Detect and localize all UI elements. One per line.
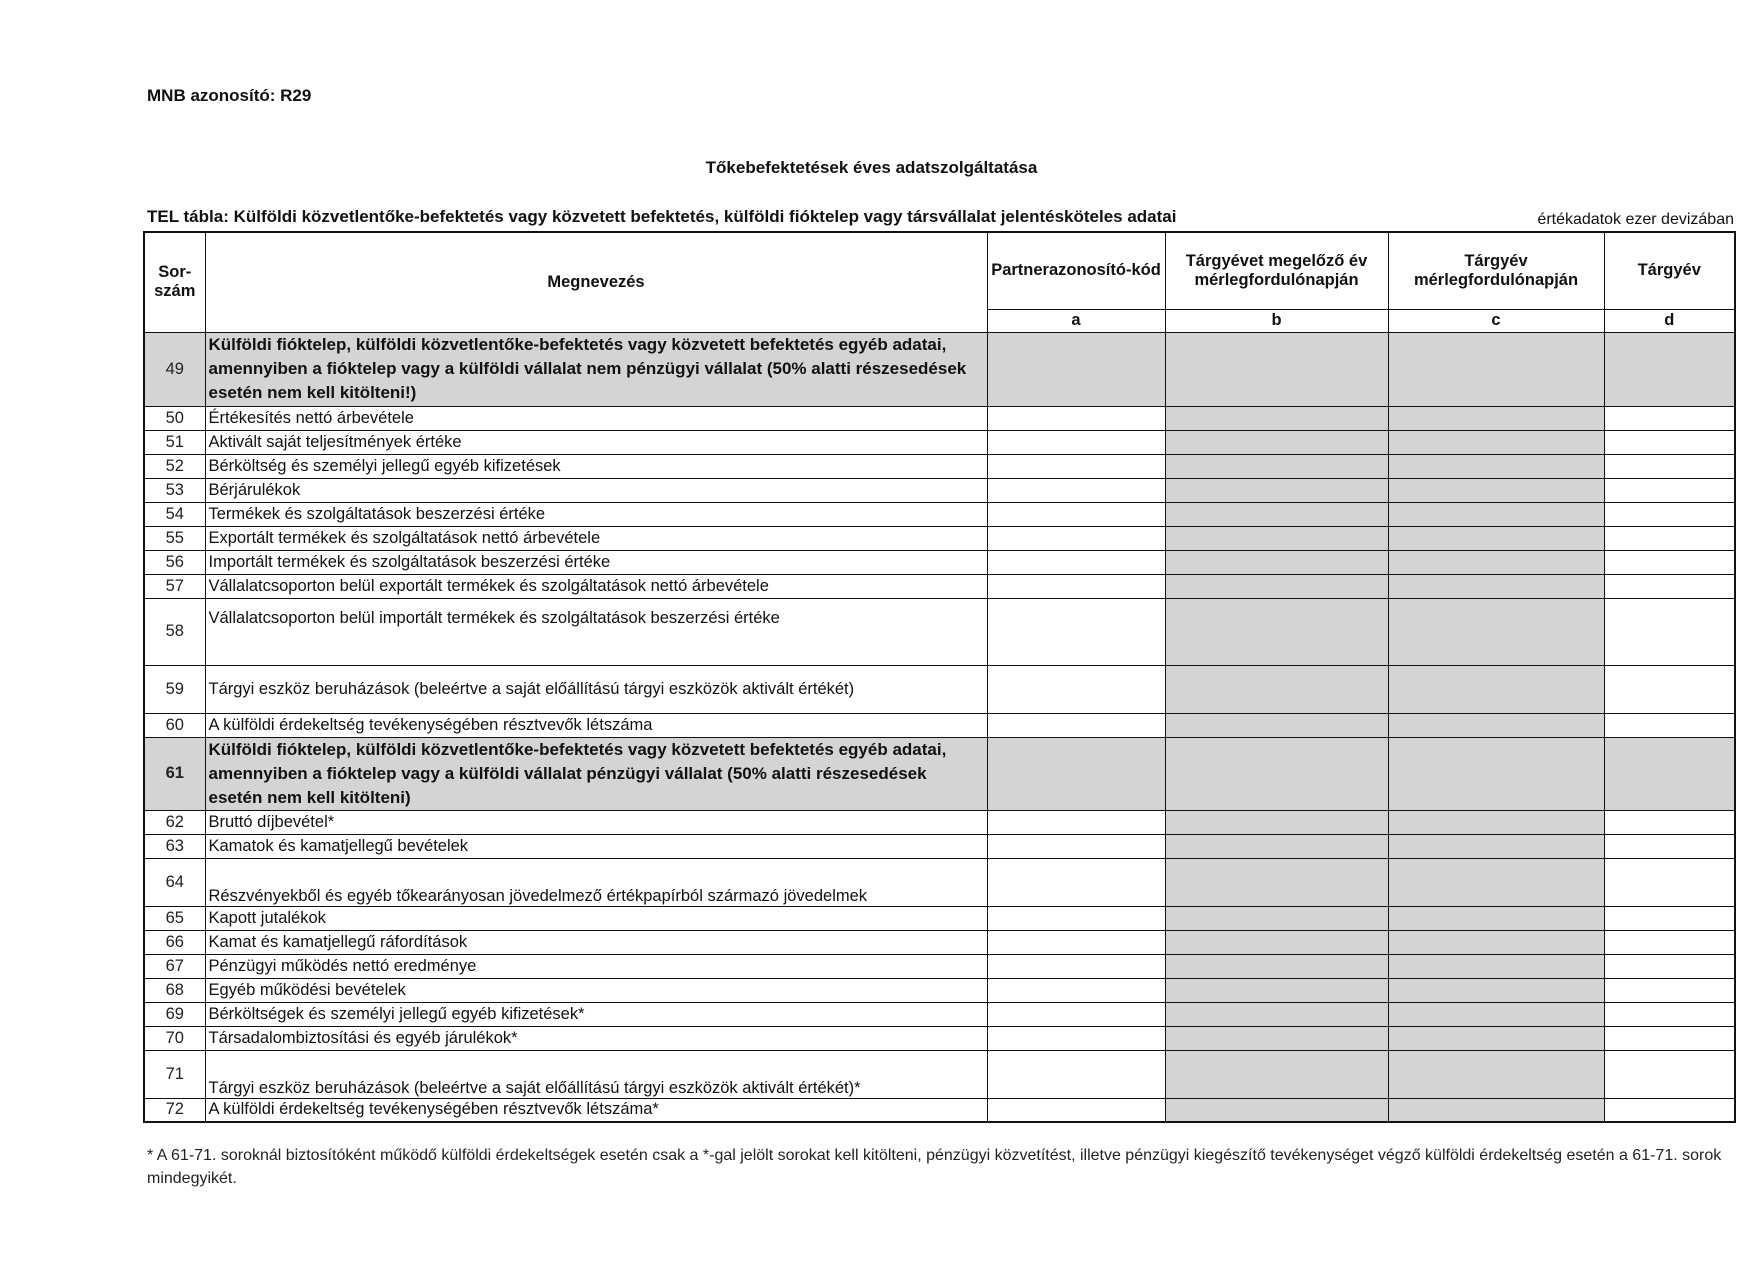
- cell-b[interactable]: [1165, 954, 1388, 978]
- table-row: [144, 406, 1735, 430]
- table-row: [144, 574, 1735, 598]
- row-number: 72: [144, 1098, 205, 1122]
- cell-a[interactable]: [987, 1026, 1165, 1050]
- header-sorszam: Sor-szám: [144, 232, 205, 332]
- cell-d[interactable]: [1604, 332, 1735, 406]
- cell-a[interactable]: [987, 665, 1165, 713]
- cell-a[interactable]: [987, 526, 1165, 550]
- column-letter-c: c: [1388, 309, 1604, 332]
- row-label: Vállalatcsoporton belül exportált termékek és szolgáltatások nettó árbevétele: [205, 574, 987, 598]
- row-number: 63: [144, 834, 205, 858]
- row-number: 69: [144, 1002, 205, 1026]
- row-number: 60: [144, 713, 205, 737]
- cell-c[interactable]: [1388, 550, 1604, 574]
- table-row: [144, 502, 1735, 526]
- cell-c[interactable]: [1388, 1002, 1604, 1026]
- cell-d[interactable]: [1604, 550, 1735, 574]
- table-body: [144, 332, 1735, 1122]
- cell-d[interactable]: [1604, 737, 1735, 810]
- cell-d[interactable]: [1604, 1026, 1735, 1050]
- row-number: 51: [144, 430, 205, 454]
- cell-b[interactable]: [1165, 502, 1388, 526]
- row-label: Részvényekből és egyéb tőkearányosan jövedelmező értékpapírból származó jövedelmek: [205, 858, 987, 906]
- header-partner-code: Partnerazonosító-kód: [987, 232, 1165, 309]
- row-label: Importált termékek és szolgáltatások beszerzési értéke: [205, 550, 987, 574]
- row-number: 65: [144, 906, 205, 930]
- row-label: Bruttó díjbevétel*: [205, 810, 987, 834]
- cell-b[interactable]: [1165, 430, 1388, 454]
- cell-a[interactable]: [987, 502, 1165, 526]
- cell-a[interactable]: [987, 978, 1165, 1002]
- row-number: 50: [144, 406, 205, 430]
- cell-c[interactable]: [1388, 454, 1604, 478]
- table-row: [144, 526, 1735, 550]
- cell-c[interactable]: [1388, 478, 1604, 502]
- cell-a[interactable]: [987, 858, 1165, 906]
- cell-c[interactable]: [1388, 858, 1604, 906]
- cell-d[interactable]: [1604, 478, 1735, 502]
- cell-d[interactable]: [1604, 713, 1735, 737]
- table-row: [144, 478, 1735, 502]
- row-number: 68: [144, 978, 205, 1002]
- row-label: Értékesítés nettó árbevétele: [205, 406, 987, 430]
- cell-d[interactable]: [1604, 454, 1735, 478]
- table-row: [144, 332, 1735, 406]
- row-label: Egyéb működési bevételek: [205, 978, 987, 1002]
- cell-d[interactable]: [1604, 430, 1735, 454]
- cell-c[interactable]: [1388, 930, 1604, 954]
- cell-a[interactable]: [987, 574, 1165, 598]
- cell-c[interactable]: [1388, 1098, 1604, 1122]
- cell-c[interactable]: [1388, 430, 1604, 454]
- table-title: TEL tábla: Külföldi közvetlentőke-befektetés vagy közvetett befektetés, külföldi fióktelep vagy társvállalat jelentésköteles adatai: [147, 207, 1177, 226]
- row-label: A külföldi érdekeltség tevékenységében résztvevők létszáma*: [205, 1098, 987, 1122]
- row-label: Pénzügyi működés nettó eredménye: [205, 954, 987, 978]
- cell-a[interactable]: [987, 713, 1165, 737]
- row-label: Vállalatcsoporton belül importált termékek és szolgáltatások beszerzési értéke: [205, 598, 987, 665]
- cell-b[interactable]: [1165, 737, 1388, 810]
- cell-a[interactable]: [987, 1050, 1165, 1098]
- row-number: 57: [144, 574, 205, 598]
- table-row: [144, 713, 1735, 737]
- cell-a[interactable]: [987, 430, 1165, 454]
- cell-c[interactable]: [1388, 598, 1604, 665]
- row-number: 70: [144, 1026, 205, 1050]
- row-number: 54: [144, 502, 205, 526]
- cell-b[interactable]: [1165, 550, 1388, 574]
- table-row: [144, 906, 1735, 930]
- cell-d[interactable]: [1604, 574, 1735, 598]
- cell-c[interactable]: [1388, 526, 1604, 550]
- cell-c[interactable]: [1388, 502, 1604, 526]
- row-number: 55: [144, 526, 205, 550]
- cell-d[interactable]: [1604, 834, 1735, 858]
- table-row: [144, 1026, 1735, 1050]
- table-row: [144, 665, 1735, 713]
- table-row: [144, 810, 1735, 834]
- cell-b[interactable]: [1165, 834, 1388, 858]
- cell-a[interactable]: [987, 332, 1165, 406]
- row-number: 53: [144, 478, 205, 502]
- cell-b[interactable]: [1165, 574, 1388, 598]
- table-row: [144, 1050, 1735, 1098]
- header-current-year: Tárgyév: [1604, 232, 1735, 309]
- row-number: 58: [144, 598, 205, 665]
- cell-c[interactable]: [1388, 810, 1604, 834]
- cell-a[interactable]: [987, 1098, 1165, 1122]
- table-row: [144, 598, 1735, 665]
- cell-a[interactable]: [987, 954, 1165, 978]
- row-number: 56: [144, 550, 205, 574]
- column-letter-d: d: [1604, 309, 1735, 332]
- cell-d[interactable]: [1604, 665, 1735, 713]
- table-row: [144, 1002, 1735, 1026]
- cell-c[interactable]: [1388, 665, 1604, 713]
- cell-a[interactable]: [987, 930, 1165, 954]
- cell-c[interactable]: [1388, 1050, 1604, 1098]
- row-number: 64: [144, 858, 205, 906]
- row-number: 49: [144, 332, 205, 406]
- row-number: 66: [144, 930, 205, 954]
- cell-b[interactable]: [1165, 858, 1388, 906]
- row-label: Bérköltségek és személyi jellegű egyéb kifizetések*: [205, 1002, 987, 1026]
- row-label: Aktivált saját teljesítmények értéke: [205, 430, 987, 454]
- cell-a[interactable]: [987, 1002, 1165, 1026]
- cell-c[interactable]: [1388, 978, 1604, 1002]
- row-number: 61: [144, 737, 205, 810]
- row-label: Bérjárulékok: [205, 478, 987, 502]
- cell-c[interactable]: [1388, 713, 1604, 737]
- cell-b[interactable]: [1165, 406, 1388, 430]
- table-row: [144, 978, 1735, 1002]
- column-letter-b: b: [1165, 309, 1388, 332]
- cell-a[interactable]: [987, 834, 1165, 858]
- row-number: 71: [144, 1050, 205, 1098]
- row-number: 67: [144, 954, 205, 978]
- header-prev-year: Tárgyévet megelőző év mérlegfordulónapján: [1165, 232, 1388, 309]
- cell-b[interactable]: [1165, 978, 1388, 1002]
- row-label: Termékek és szolgáltatások beszerzési értéke: [205, 502, 987, 526]
- cell-c[interactable]: [1388, 906, 1604, 930]
- cell-b[interactable]: [1165, 454, 1388, 478]
- cell-b[interactable]: [1165, 906, 1388, 930]
- cell-a[interactable]: [987, 550, 1165, 574]
- cell-d[interactable]: [1604, 406, 1735, 430]
- cell-b[interactable]: [1165, 478, 1388, 502]
- cell-d[interactable]: [1604, 858, 1735, 906]
- mnb-id: MNB azonosító: R29: [147, 86, 312, 105]
- cell-c[interactable]: [1388, 1026, 1604, 1050]
- data-table: [143, 231, 1736, 1123]
- cell-c[interactable]: [1388, 574, 1604, 598]
- cell-c[interactable]: [1388, 737, 1604, 810]
- cell-d[interactable]: [1604, 1050, 1735, 1098]
- row-label: A külföldi érdekeltség tevékenységében résztvevők létszáma: [205, 713, 987, 737]
- row-label: Társadalombiztosítási és egyéb járulékok*: [205, 1026, 987, 1050]
- table-row: [144, 1098, 1735, 1122]
- cell-b[interactable]: [1165, 526, 1388, 550]
- cell-d[interactable]: [1604, 978, 1735, 1002]
- cell-b[interactable]: [1165, 713, 1388, 737]
- cell-d[interactable]: [1604, 1002, 1735, 1026]
- row-label: Külföldi fióktelep, külföldi közvetlentőke-befektetés vagy közvetett befektetés egyéb adatai, amennyiben a fióktelep vagy a külföldi vállalat pénzügyi vállalat (50% alatti részesedések esetén nem kell kitölteni): [205, 737, 987, 810]
- cell-b[interactable]: [1165, 930, 1388, 954]
- cell-c[interactable]: [1388, 406, 1604, 430]
- table-row: [144, 858, 1735, 906]
- cell-d[interactable]: [1604, 930, 1735, 954]
- row-label: Kamat és kamatjellegű ráfordítások: [205, 930, 987, 954]
- cell-d[interactable]: [1604, 502, 1735, 526]
- table-row: [144, 430, 1735, 454]
- table-row: [144, 954, 1735, 978]
- cell-b[interactable]: [1165, 1002, 1388, 1026]
- table-row: [144, 930, 1735, 954]
- cell-c[interactable]: [1388, 332, 1604, 406]
- cell-b[interactable]: [1165, 665, 1388, 713]
- cell-c[interactable]: [1388, 834, 1604, 858]
- column-letter-a: a: [987, 309, 1165, 332]
- row-number: 52: [144, 454, 205, 478]
- row-label: Külföldi fióktelep, külföldi közvetlentőke-befektetés vagy közvetett befektetés egyéb adatai, amennyiben a fióktelep vagy a külföldi vállalat nem pénzügyi vállalat (50% alatti részesedések esetén nem kell kitölteni!): [205, 332, 987, 406]
- cell-b[interactable]: [1165, 1098, 1388, 1122]
- cell-d[interactable]: [1604, 598, 1735, 665]
- cell-b[interactable]: [1165, 1050, 1388, 1098]
- row-label: Bérköltség és személyi jellegű egyéb kifizetések: [205, 454, 987, 478]
- row-label: Exportált termékek és szolgáltatások nettó árbevétele: [205, 526, 987, 550]
- cell-d[interactable]: [1604, 526, 1735, 550]
- row-label: Kapott jutalékok: [205, 906, 987, 930]
- table-row: [144, 737, 1735, 810]
- table-row: [144, 550, 1735, 574]
- table-row: [144, 454, 1735, 478]
- table-row: [144, 834, 1735, 858]
- units-note: értékadatok ezer devizában: [1537, 211, 1734, 228]
- footnote: * A 61-71. soroknál biztosítóként működő külföldi érdekeltségek esetén csak a *-gal jelölt sorokat kell kitölteni, pénzügyi közvetítést, illetve pénzügyi kiegészítő tevékenységet végző külföldi érdekeltség esetén a 61-71. sorok mindegyikét.: [147, 1147, 1722, 1187]
- cell-a[interactable]: [987, 810, 1165, 834]
- cell-b[interactable]: [1165, 1026, 1388, 1050]
- cell-b[interactable]: [1165, 810, 1388, 834]
- row-label: Kamatok és kamatjellegű bevételek: [205, 834, 987, 858]
- cell-d[interactable]: [1604, 906, 1735, 930]
- row-number: 62: [144, 810, 205, 834]
- row-label: Tárgyi eszköz beruházások (beleértve a saját előállítású tárgyi eszközök aktivált értékét): [205, 665, 987, 713]
- cell-a[interactable]: [987, 478, 1165, 502]
- cell-a[interactable]: [987, 406, 1165, 430]
- row-label: Tárgyi eszköz beruházások (beleértve a saját előállítású tárgyi eszközök aktivált értékét)*: [205, 1050, 987, 1098]
- cell-b[interactable]: [1165, 332, 1388, 406]
- cell-d[interactable]: [1604, 810, 1735, 834]
- cell-d[interactable]: [1604, 1098, 1735, 1122]
- row-number: 59: [144, 665, 205, 713]
- header-megnevezes: Megnevezés: [205, 232, 987, 332]
- cell-d[interactable]: [1604, 954, 1735, 978]
- cell-a[interactable]: [987, 454, 1165, 478]
- document-title: Tőkebefektetések éves adatszolgáltatása: [705, 158, 1038, 177]
- cell-a[interactable]: [987, 737, 1165, 810]
- header-current-year-balance: Tárgyév mérlegfordulónapján: [1388, 232, 1604, 309]
- cell-a[interactable]: [987, 598, 1165, 665]
- cell-b[interactable]: [1165, 598, 1388, 665]
- cell-c[interactable]: [1388, 954, 1604, 978]
- cell-a[interactable]: [987, 906, 1165, 930]
